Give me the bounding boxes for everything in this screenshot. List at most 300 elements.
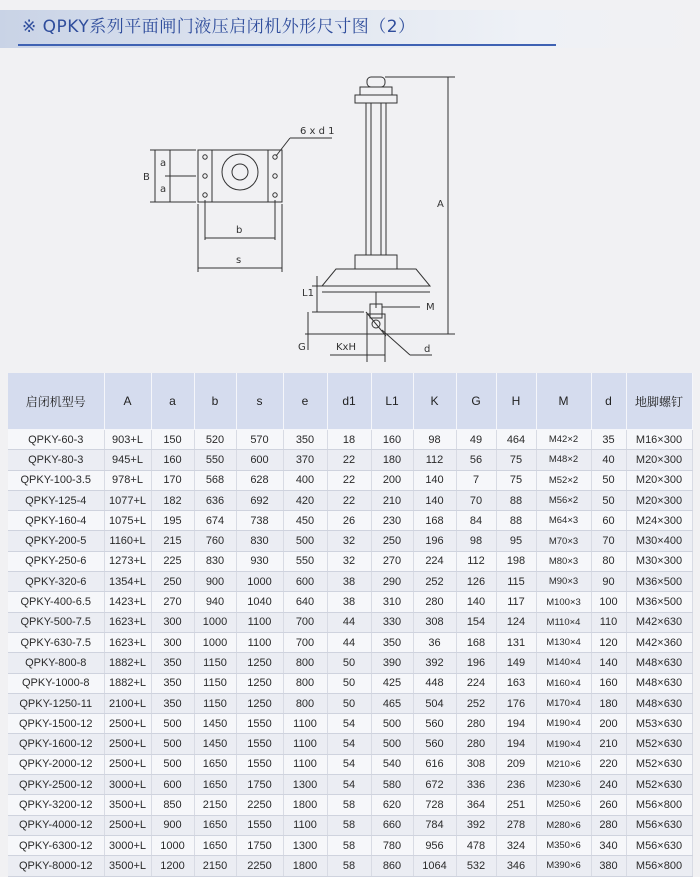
table-row [8, 470, 692, 490]
table-cell: M48×2 [536, 450, 591, 470]
table-cell: 22 [327, 450, 371, 470]
table-cell: 620 [371, 795, 413, 815]
table-cell: 1000 [194, 612, 236, 632]
table-cell: 50 [591, 490, 626, 510]
table-cell: 800 [283, 653, 327, 673]
base-plate-inner [212, 150, 268, 202]
table-cell: 800 [283, 693, 327, 713]
table-cell: M36×500 [626, 572, 692, 592]
dimension-table [8, 373, 693, 877]
table-cell: 224 [456, 673, 496, 693]
label-L1: L1 [302, 288, 314, 299]
table-cell: 600 [236, 450, 283, 470]
table-cell: 392 [456, 815, 496, 835]
table-cell: 3000+L [104, 775, 151, 795]
table-row [8, 815, 692, 835]
table-row [8, 572, 692, 592]
table-cell: 1300 [283, 775, 327, 795]
table-cell: 364 [456, 795, 496, 815]
table-cell: 54 [327, 734, 371, 754]
table-cell: QPKY-250-6 [8, 551, 104, 571]
table-cell: 140 [413, 490, 456, 510]
table-cell: QPKY-60-3 [8, 430, 104, 450]
table-cell: 270 [371, 551, 413, 571]
table-cell: 230 [371, 511, 413, 531]
table-cell: 1423+L [104, 592, 151, 612]
table-cell: 224 [413, 551, 456, 571]
table-cell: 32 [327, 551, 371, 571]
table-cell: 930 [236, 551, 283, 571]
table-cell: 448 [413, 673, 456, 693]
table-cell: 1623+L [104, 612, 151, 632]
table-row [8, 775, 692, 795]
table-cell: 580 [371, 775, 413, 795]
table-cell: 120 [591, 632, 626, 652]
table-cell: QPKY-6300-12 [8, 835, 104, 855]
table-cell: 560 [413, 734, 456, 754]
table-cell: 760 [194, 531, 236, 551]
table-cell: 88 [496, 490, 536, 510]
table-cell: M160×4 [536, 673, 591, 693]
table-cell: 1000 [151, 835, 194, 855]
table-cell: 50 [327, 653, 371, 673]
table-row [8, 754, 692, 774]
title-underline [18, 44, 556, 46]
table-cell: 350 [151, 673, 194, 693]
table-cell: 1300 [283, 835, 327, 855]
table-cell: 1064 [413, 856, 456, 876]
table-cell: 464 [496, 430, 536, 450]
table-cell: 252 [413, 572, 456, 592]
table-cell: 149 [496, 653, 536, 673]
table-cell: 210 [371, 490, 413, 510]
table-cell: 1250 [236, 653, 283, 673]
table-cell: 1075+L [104, 511, 151, 531]
table-cell: M53×630 [626, 714, 692, 734]
table-cell: 44 [327, 632, 371, 652]
table-cell: M280×6 [536, 815, 591, 835]
table-cell: M52×630 [626, 754, 692, 774]
table-cell: 54 [327, 714, 371, 734]
table-cell: 58 [327, 835, 371, 855]
table-cell: 160 [151, 450, 194, 470]
table-cell: 280 [413, 592, 456, 612]
table-cell: 112 [413, 450, 456, 470]
table-cell: 168 [413, 511, 456, 531]
table-cell: 75 [496, 470, 536, 490]
table-row [8, 653, 692, 673]
table-cell: 194 [496, 714, 536, 734]
table-cell: 56 [456, 450, 496, 470]
table-cell: 160 [371, 430, 413, 450]
table-cell: 330 [371, 612, 413, 632]
table-cell: M90×3 [536, 572, 591, 592]
table-cell: M30×300 [626, 551, 692, 571]
col-header: d [591, 373, 626, 430]
cylinder-base-flange [355, 255, 397, 269]
table-cell: 1800 [283, 795, 327, 815]
table-cell: QPKY-8000-12 [8, 856, 104, 876]
table-cell: 38 [327, 592, 371, 612]
table-cell: 860 [371, 856, 413, 876]
table-cell: QPKY-4000-12 [8, 815, 104, 835]
table-cell: 40 [591, 450, 626, 470]
table-cell: 50 [327, 673, 371, 693]
col-header: s [236, 373, 283, 430]
table-cell: M20×300 [626, 490, 692, 510]
table-row [8, 693, 692, 713]
table-cell: M56×800 [626, 856, 692, 876]
table-cell: 3500+L [104, 856, 151, 876]
table-cell: 2150 [194, 856, 236, 876]
table-row [8, 450, 692, 470]
table-cell: 1100 [236, 632, 283, 652]
table-cell: 80 [591, 551, 626, 571]
table-cell: 196 [456, 653, 496, 673]
table-cell: 300 [151, 632, 194, 652]
label-A: A [437, 199, 444, 210]
table-cell: 500 [283, 531, 327, 551]
table-cell: M56×630 [626, 815, 692, 835]
table-cell: 58 [327, 815, 371, 835]
table-cell: 126 [456, 572, 496, 592]
table-cell: QPKY-80-3 [8, 450, 104, 470]
table-cell: 674 [194, 511, 236, 531]
table-row [8, 632, 692, 652]
table-cell: 2500+L [104, 754, 151, 774]
table-cell: M210×6 [536, 754, 591, 774]
table-cell: M56×630 [626, 835, 692, 855]
table-body [8, 430, 692, 877]
table-cell: 44 [327, 612, 371, 632]
table-cell: 154 [456, 612, 496, 632]
bolt-hole [203, 155, 207, 159]
table-row [8, 734, 692, 754]
table-cell: 900 [151, 815, 194, 835]
table-cell: 346 [496, 856, 536, 876]
table-cell: 1000 [194, 632, 236, 652]
table-cell: 1450 [194, 734, 236, 754]
table-cell: 90 [591, 572, 626, 592]
table-cell: 1040 [236, 592, 283, 612]
table-cell: QPKY-3200-12 [8, 795, 104, 815]
table-cell: 1750 [236, 775, 283, 795]
table-row [8, 856, 692, 876]
table-cell: 140 [456, 592, 496, 612]
table-cell: 350 [151, 693, 194, 713]
col-header: 启闭机型号 [8, 373, 104, 430]
col-header: K [413, 373, 456, 430]
table-cell: 36 [413, 632, 456, 652]
table-cell: 500 [371, 734, 413, 754]
table-cell: 2250 [236, 795, 283, 815]
col-header: b [194, 373, 236, 430]
col-header: 地脚螺钉 [626, 373, 692, 430]
table-row [8, 714, 692, 734]
table-row [8, 835, 692, 855]
cylinder-barrel [366, 103, 386, 255]
table-cell: 1650 [194, 835, 236, 855]
table-cell: 200 [591, 714, 626, 734]
table-cell: 84 [456, 511, 496, 531]
table-cell: 1354+L [104, 572, 151, 592]
table-cell: 568 [194, 470, 236, 490]
table-cell: 2500+L [104, 815, 151, 835]
table-cell: 1650 [194, 815, 236, 835]
table-cell: 18 [327, 430, 371, 450]
table-cell: 500 [151, 734, 194, 754]
table-cell: 308 [456, 754, 496, 774]
table-cell: 600 [283, 572, 327, 592]
table-cell: 1550 [236, 714, 283, 734]
table-cell: 350 [371, 632, 413, 652]
table-cell: M350×6 [536, 835, 591, 855]
table-cell: 196 [413, 531, 456, 551]
table-cell: 2100+L [104, 693, 151, 713]
table-cell: QPKY-200-5 [8, 531, 104, 551]
plate-bore-circle [232, 164, 248, 180]
table-cell: 117 [496, 592, 536, 612]
table-cell: M52×630 [626, 734, 692, 754]
col-header: M [536, 373, 591, 430]
table-cell: 115 [496, 572, 536, 592]
table-cell: 70 [591, 531, 626, 551]
table-cell: QPKY-320-6 [8, 572, 104, 592]
table-cell: 450 [283, 511, 327, 531]
table-cell: 560 [413, 714, 456, 734]
table-cell: QPKY-2500-12 [8, 775, 104, 795]
table-cell: 3000+L [104, 835, 151, 855]
table-cell: QPKY-500-7.5 [8, 612, 104, 632]
table-cell: 280 [591, 815, 626, 835]
table-cell: 1882+L [104, 653, 151, 673]
table-cell: M170×4 [536, 693, 591, 713]
table-cell: 1160+L [104, 531, 151, 551]
table-cell: 140 [591, 653, 626, 673]
table-row [8, 511, 692, 531]
table-cell: 2500+L [104, 734, 151, 754]
label-6xd1: 6 x d 1 [300, 126, 335, 137]
table-cell: 340 [591, 835, 626, 855]
table-cell: 350 [283, 430, 327, 450]
table-cell: 49 [456, 430, 496, 450]
table-cell: 1100 [283, 815, 327, 835]
table-cell: 100 [591, 592, 626, 612]
table-row [8, 612, 692, 632]
table-cell: 140 [413, 470, 456, 490]
table-cell: QPKY-1250-11 [8, 693, 104, 713]
col-header: e [283, 373, 327, 430]
label-b: b [236, 225, 243, 236]
table-cell: M80×3 [536, 551, 591, 571]
table-cell: 50 [327, 693, 371, 713]
table-cell: 170 [151, 470, 194, 490]
label-a-lower: a [160, 184, 167, 195]
plate-flange-circle [222, 154, 258, 190]
cylinder-cap [367, 77, 385, 87]
table-cell: 225 [151, 551, 194, 571]
table-cell: 1150 [194, 693, 236, 713]
table-cell: 124 [496, 612, 536, 632]
table-cell: 945+L [104, 450, 151, 470]
table-cell: 830 [194, 551, 236, 571]
table-cell: 1623+L [104, 632, 151, 652]
table-cell: 22 [327, 490, 371, 510]
table-cell: 903+L [104, 430, 151, 450]
table-cell: 628 [236, 470, 283, 490]
table-cell: M42×360 [626, 632, 692, 652]
table-row [8, 490, 692, 510]
table-cell: 500 [151, 714, 194, 734]
table-cell: 400 [283, 470, 327, 490]
label-a-upper: a [160, 158, 167, 169]
table-cell: 38 [327, 572, 371, 592]
table-cell: 195 [151, 511, 194, 531]
table-cell: M56×800 [626, 795, 692, 815]
table-cell: 1650 [194, 754, 236, 774]
table-cell: 780 [371, 835, 413, 855]
table-cell: 98 [456, 531, 496, 551]
table-cell: 2150 [194, 795, 236, 815]
table-cell: 1250 [236, 693, 283, 713]
table-cell: 131 [496, 632, 536, 652]
table-cell: 336 [456, 775, 496, 795]
table-cell: 700 [283, 632, 327, 652]
table-cell: 240 [591, 775, 626, 795]
table-cell: 672 [413, 775, 456, 795]
label-G: G [298, 342, 306, 353]
table-cell: M36×500 [626, 592, 692, 612]
col-header: G [456, 373, 496, 430]
table-cell: 940 [194, 592, 236, 612]
cylinder-head [355, 95, 397, 103]
bolt-hole [203, 174, 207, 178]
table-cell: 300 [151, 612, 194, 632]
table-cell: 520 [194, 430, 236, 450]
table-cell: 7 [456, 470, 496, 490]
table-cell: 1077+L [104, 490, 151, 510]
table-cell: M52×2 [536, 470, 591, 490]
table-cell: 210 [591, 734, 626, 754]
table-cell: 1100 [236, 612, 283, 632]
table-cell: M230×6 [536, 775, 591, 795]
table-cell: 32 [327, 531, 371, 551]
table-cell: M130×4 [536, 632, 591, 652]
table-cell: 163 [496, 673, 536, 693]
table-cell: 308 [413, 612, 456, 632]
table-cell: M42×630 [626, 612, 692, 632]
table-cell: 168 [456, 632, 496, 652]
table-cell: 112 [456, 551, 496, 571]
table-row [8, 531, 692, 551]
base-plate-outline [198, 150, 282, 202]
table-cell: QPKY-100-3.5 [8, 470, 104, 490]
table-cell: QPKY-2000-12 [8, 754, 104, 774]
table-cell: 1100 [283, 734, 327, 754]
table-cell: 640 [283, 592, 327, 612]
table-cell: 1882+L [104, 673, 151, 693]
table-cell: 636 [194, 490, 236, 510]
table-cell: M190×4 [536, 734, 591, 754]
table-cell: 616 [413, 754, 456, 774]
table-cell: M56×2 [536, 490, 591, 510]
table-cell: 1150 [194, 653, 236, 673]
table-cell: M20×300 [626, 450, 692, 470]
table-cell: QPKY-1000-8 [8, 673, 104, 693]
table-cell: 98 [413, 430, 456, 450]
table-cell: M48×630 [626, 673, 692, 693]
table-cell: 900 [194, 572, 236, 592]
table-cell: M20×300 [626, 470, 692, 490]
table-cell: 324 [496, 835, 536, 855]
table-cell: QPKY-1500-12 [8, 714, 104, 734]
table-cell: 209 [496, 754, 536, 774]
table-cell: 660 [371, 815, 413, 835]
table-cell: 504 [413, 693, 456, 713]
col-header: d1 [327, 373, 371, 430]
table-cell: 350 [151, 653, 194, 673]
table-row [8, 551, 692, 571]
table-cell: 550 [194, 450, 236, 470]
table-cell: 110 [591, 612, 626, 632]
table-cell: 830 [236, 531, 283, 551]
table-cell: QPKY-160-4 [8, 511, 104, 531]
table-cell: 310 [371, 592, 413, 612]
table-cell: 1250 [236, 673, 283, 693]
table-cell: 2250 [236, 856, 283, 876]
table-cell: 150 [151, 430, 194, 450]
table-cell: QPKY-125-4 [8, 490, 104, 510]
table-cell: 465 [371, 693, 413, 713]
table-cell: 220 [591, 754, 626, 774]
table-cell: 270 [151, 592, 194, 612]
table-cell: 176 [496, 693, 536, 713]
table-cell: M110×4 [536, 612, 591, 632]
table-row [8, 430, 692, 450]
table-cell: 500 [371, 714, 413, 734]
table-cell: M30×400 [626, 531, 692, 551]
table-cell: M16×300 [626, 430, 692, 450]
table-cell: M140×4 [536, 653, 591, 673]
label-KxH: KxH [336, 342, 356, 353]
table-cell: 1550 [236, 734, 283, 754]
table-cell: 180 [371, 450, 413, 470]
label-M: M [426, 302, 435, 313]
table-cell: 1800 [283, 856, 327, 876]
table-cell: 280 [456, 714, 496, 734]
table-cell: QPKY-400-6.5 [8, 592, 104, 612]
table-cell: 95 [496, 531, 536, 551]
table-cell: 600 [151, 775, 194, 795]
table-cell: M250×6 [536, 795, 591, 815]
table-cell: 784 [413, 815, 456, 835]
table-cell: 1750 [236, 835, 283, 855]
table-cell: 290 [371, 572, 413, 592]
table-cell: QPKY-800-8 [8, 653, 104, 673]
table-row [8, 795, 692, 815]
table-cell: M48×630 [626, 653, 692, 673]
table-cell: 50 [591, 470, 626, 490]
bolt-hole [203, 193, 207, 197]
cylinder-dimension-drawing [0, 50, 700, 370]
col-header: L1 [371, 373, 413, 430]
table-cell: 540 [371, 754, 413, 774]
table-cell: 236 [496, 775, 536, 795]
table-cell: 478 [456, 835, 496, 855]
table-cell: 956 [413, 835, 456, 855]
table-cell: 35 [591, 430, 626, 450]
table-cell: M390×6 [536, 856, 591, 876]
